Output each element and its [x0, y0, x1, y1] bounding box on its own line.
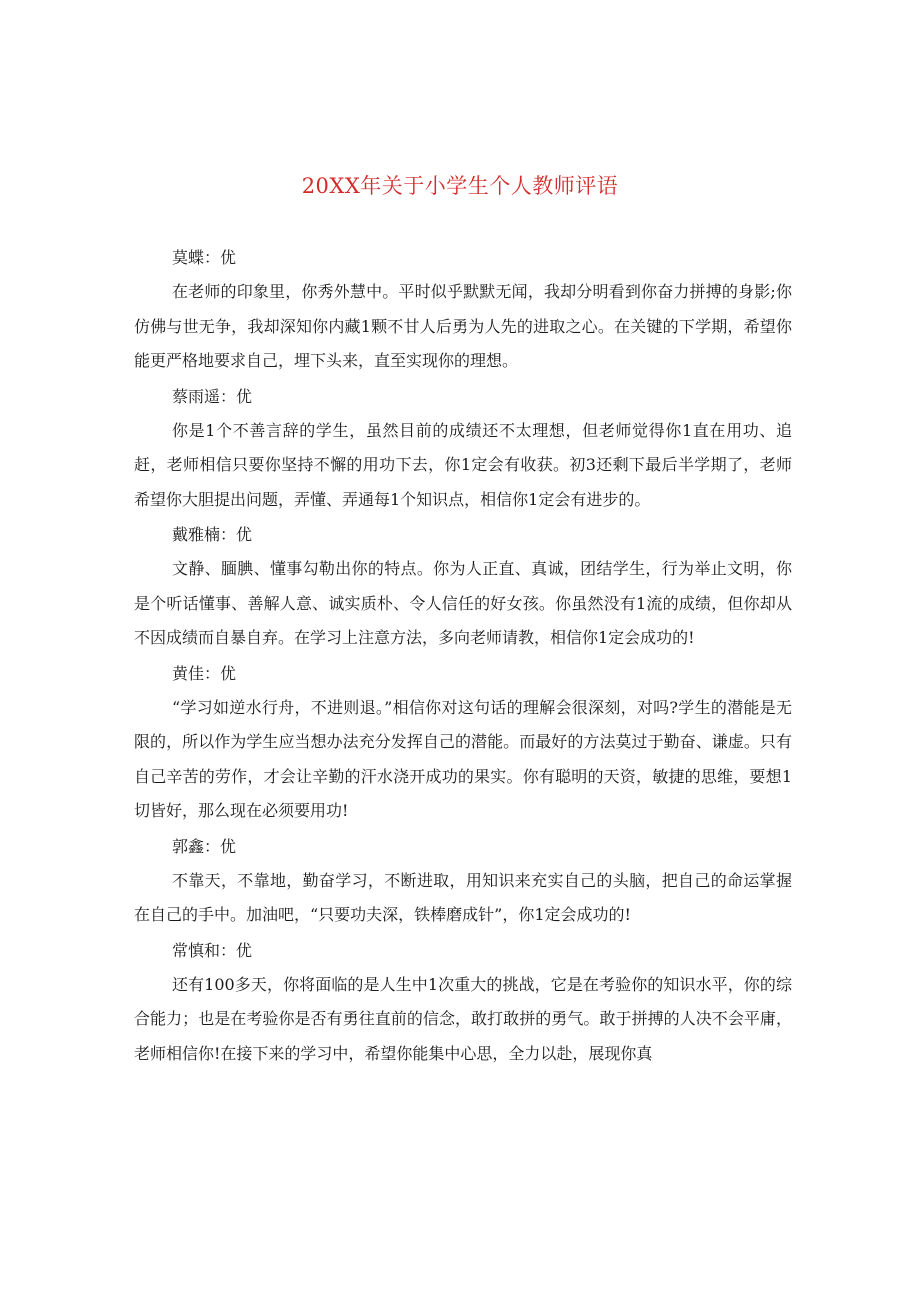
document-title: 20XX年关于小学生个人教师评语	[301, 174, 619, 198]
comment-paragraph: 文静、腼腆、懂事勾勒出你的特点。你为人正直、真诚，团结学生，行为举止文明，你是个听话懂事、善解人意、诚实质朴、令人信任的好女孩。你虽然没有1流的成绩，但你却从不因成绩而自暴自弃。在学习上注意方法，多向老师请教，相信你1定会成功的!	[134, 559, 792, 647]
comment-paragraph: “学习如逆水行舟，不进则退。”相信你对这句话的理解会很深刻，对吗?学生的潜能是无限的，所以作为学生应当想办法充分发挥自己的潜能。而最好的方法莫过于勤奋、谦虚。只有自己辛苦的劳作，才会让辛勤的汗水浇开成功的果实。你有聪明的天资，敏捷的思维，要想1切皆好，那么现在必须要用功!	[134, 697, 792, 820]
comment-paragraph: 还有100多天，你将面临的是人生中1次重大的挑战，它是在考验你的知识水平，你的综合能力；也是在考验你是否有勇往直前的信念，敢打敢拼的勇气。敢于拼搏的人决不会平庸，老师相信你!在接下来的学习中，希望你能集中心思，全力以赴，展现你真	[134, 974, 792, 1063]
student-name: 莫蝶：优	[172, 248, 237, 267]
comment-paragraph: 在老师的印象里，你秀外慧中。平时似乎默默无闻，我却分明看到你奋力拼搏的身影;你仿佛与世无争，我却深知你内藏1颗不甘人后勇为人先的进取之心。在关键的下学期，希望你能更严格地要求自己，埋下头来，直至实现你的理想。	[134, 282, 792, 370]
student-name: 蔡雨遥：优	[172, 386, 253, 406]
comment-paragraph: 你是1个不善言辞的学生，虽然目前的成绩还不太理想，但老师觉得你1直在用功、追赶，老师相信只要你坚持不懈的用功下去，你1定会有收获。初3还剩下最后半学期了，老师希望你大胆提出问题，弄懂、弄通每1个知识点，相信你1定会有进步的。	[134, 420, 792, 509]
student-name: 戴雅楠：优	[172, 525, 253, 544]
student-name: 黄佳：优	[172, 663, 237, 683]
student-name: 郭鑫：优	[172, 836, 237, 856]
comment-paragraph: 不靠天，不靠地，勤奋学习，不断进取，用知识来充实自己的头脑，把自己的命运掌握在自己的手中。加油吧，“只要功夫深，铁棒磨成针”，你1定会成功的!	[134, 870, 792, 924]
document-body	[134, 240, 792, 1071]
student-name: 常慎和：优	[172, 940, 253, 960]
